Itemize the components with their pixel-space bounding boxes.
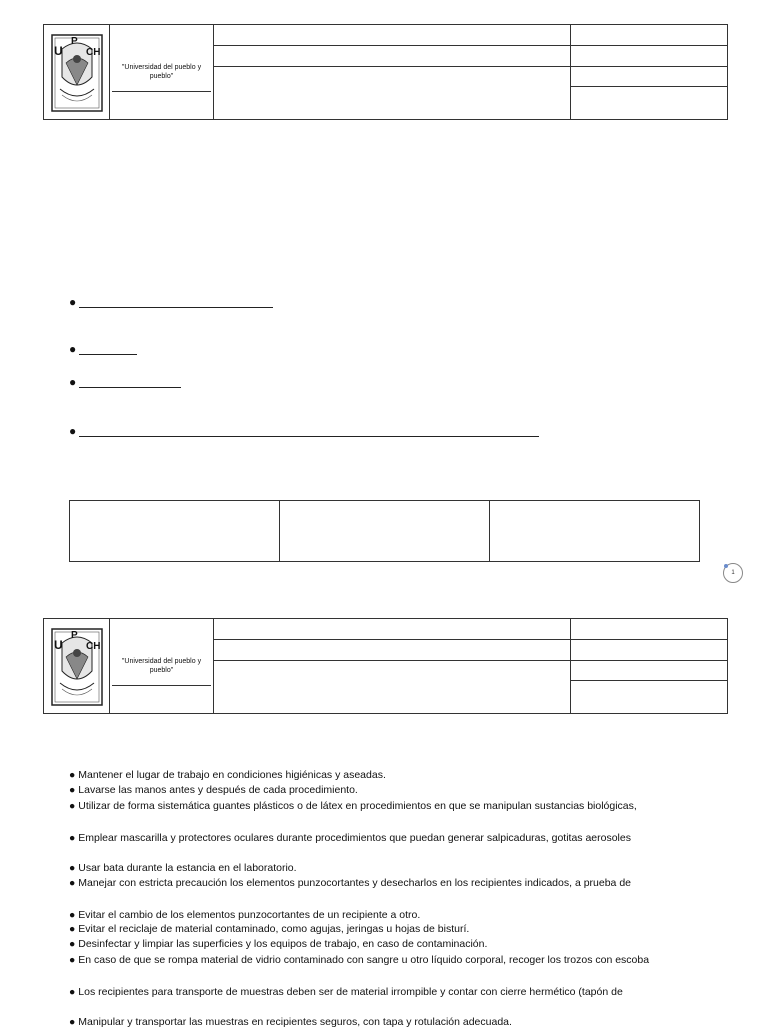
blank-line xyxy=(79,435,539,437)
bullet-icon: ● xyxy=(69,375,77,389)
logo-cell xyxy=(44,619,110,714)
svg-text:P: P xyxy=(70,630,78,641)
bullet-blank-line xyxy=(69,294,273,308)
header-field xyxy=(214,661,571,714)
svg-text:CH: CH xyxy=(85,47,100,58)
signature-cell xyxy=(490,501,700,562)
university-seal-icon xyxy=(48,623,106,709)
header-field xyxy=(571,67,728,87)
svg-text:U: U xyxy=(53,44,63,58)
rule-text: ● Manipular y transportar las muestras en recipientes seguros, con tapa y rotulación adecuada. xyxy=(69,1016,512,1028)
blank-line xyxy=(79,306,273,308)
page-number-badge xyxy=(723,563,743,583)
signature-cell xyxy=(280,501,490,562)
bullet-blank-line xyxy=(69,423,539,437)
rule-text: ● Usar bata durante la estancia en el laboratorio. xyxy=(69,862,297,874)
rule-text: ● En caso de que se rompa material de vidrio contaminado con sangre u otro líquido corporal, recoger los trozos con escoba xyxy=(69,954,650,966)
page-number: 1 xyxy=(731,570,735,576)
header-field xyxy=(571,681,728,714)
header-field xyxy=(214,67,571,120)
header-field xyxy=(571,661,728,681)
university-seal-icon xyxy=(48,29,106,115)
rule-text: ● Manejar con estricta precaución los elementos punzocortantes y desecharlos en los recipientes indicados, a prueba de xyxy=(69,877,631,889)
blank-line xyxy=(79,386,181,388)
header-field xyxy=(214,46,571,67)
rule-text: ● Evitar el cambio de los elementos punzocortantes de un recipiente a otro. xyxy=(69,909,421,921)
header-field xyxy=(571,25,728,46)
bullet-blank-line xyxy=(69,341,137,355)
blank-line xyxy=(79,353,137,355)
rule-text: ● Mantener el lugar de trabajo en condiciones higiénicas y aseadas. xyxy=(69,769,386,781)
motto-underline xyxy=(112,685,211,686)
bullet-icon: ● xyxy=(69,424,77,438)
header-field xyxy=(214,640,571,661)
svg-text:CH: CH xyxy=(85,641,100,652)
signature-table xyxy=(69,500,700,562)
header-table-2 xyxy=(43,618,728,714)
rule-text: ● Desinfectar y limpiar las superficies y los equipos de trabajo, en caso de contaminación. xyxy=(69,938,488,950)
bullet-icon: ● xyxy=(69,295,77,309)
header-field xyxy=(571,46,728,67)
bullet-blank-line xyxy=(69,374,181,388)
university-motto: "Universidad del pueblo y pueblo" xyxy=(121,64,202,80)
rule-text: ● Emplear mascarilla y protectores oculares durante procedimientos que puedan generar salpicaduras, gotitas aerosoles xyxy=(69,832,631,844)
signature-cell xyxy=(70,501,280,562)
header-field xyxy=(214,25,571,46)
header-field xyxy=(571,640,728,661)
svg-text:U: U xyxy=(53,638,63,652)
bullet-icon: ● xyxy=(69,342,77,356)
university-motto: "Universidad del pueblo y pueblo" xyxy=(121,658,202,674)
rule-text: ● Los recipientes para transporte de muestras deben ser de material irrompible y contar con cierre hermético (tapón de xyxy=(69,986,623,998)
svg-text:P: P xyxy=(70,36,78,47)
rule-text: ● Lavarse las manos antes y después de cada procedimiento. xyxy=(69,784,358,796)
rule-text: ● Evitar el reciclaje de material contaminado, como agujas, jeringas u hojas de bisturí. xyxy=(69,923,470,935)
header-table-1 xyxy=(43,24,728,120)
university-motto-cell xyxy=(110,25,214,120)
university-motto-cell xyxy=(110,619,214,714)
rule-text: ● Utilizar de forma sistemática guantes plásticos o de látex en procedimientos en que se manipulan sustancias biológicas, xyxy=(69,800,637,812)
header-field xyxy=(214,619,571,640)
logo-cell xyxy=(44,25,110,120)
header-field xyxy=(571,87,728,120)
header-field xyxy=(571,619,728,640)
motto-underline xyxy=(112,91,211,92)
